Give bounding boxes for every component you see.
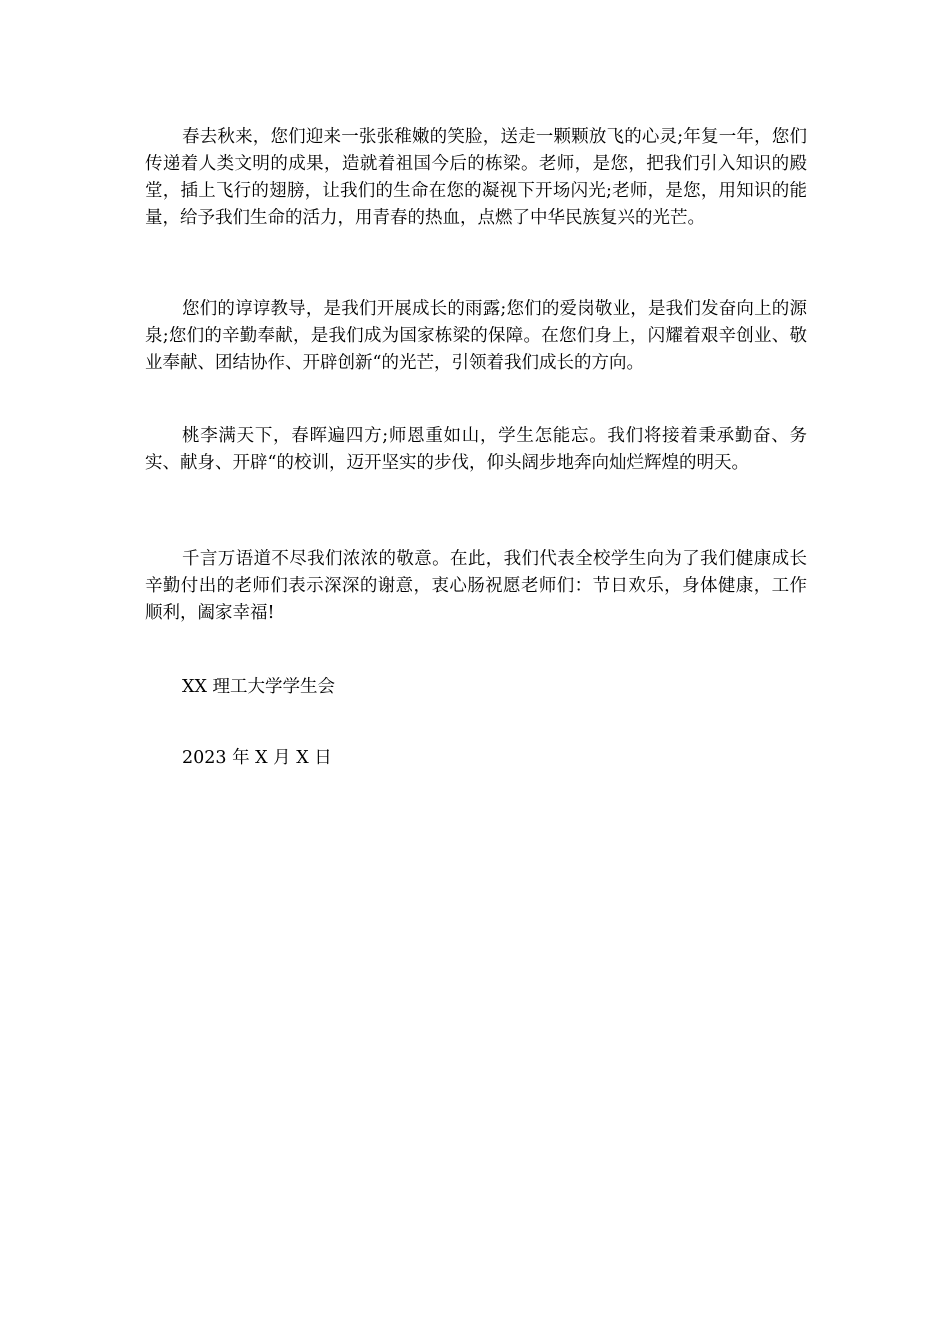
paragraph-teaching: 您们的谆谆教导，是我们开展成长的雨露;您们的爱岗敬业，是我们发奋向上的源泉;您们的辛勤奉献，是我们成为国家栋梁的保障。在您们身上，闪耀着艰辛创业、敬业奉献、团结协作、开辟创新“的光芒，引领着我们成长的方向。 [145,299,807,373]
paragraph-gratitude: 千言万语道不尽我们浓浓的敬意。在此，我们代表全校学生向为了我们健康成长辛勤付出的老师们表示深深的谢意，衷心肠祝愿老师们：节日欢乐，身体健康，工作顺利，阖家幸福! [145,549,807,623]
signature-date: 2023 年 X 月 X 日 [182,748,332,768]
paragraph-spring-autumn: 春去秋来，您们迎来一张张稚嫩的笑脸，送走一颗颗放飞的心灵;年复一年，您们传递着人类文明的成果，造就着祖国今后的栋梁。老师，是您，把我们引入知识的殿堂，插上飞行的翅膀，让我们的生命在您的凝视下开场闪光;老师，是您，用知识的能量，给予我们生命的活力，用青春的热血，点燃了中华民族复兴的光芒。 [145,127,807,228]
paragraph-peach-plum: 桃李满天下，春晖遍四方;师恩重如山，学生怎能忘。我们将接着秉承勤奋、务实、献身、开辟“的校训，迈开坚实的步伐，仰头阔步地奔向灿烂辉煌的明天。 [145,426,807,473]
signature-organization: XX 理工大学学生会 [182,677,335,697]
